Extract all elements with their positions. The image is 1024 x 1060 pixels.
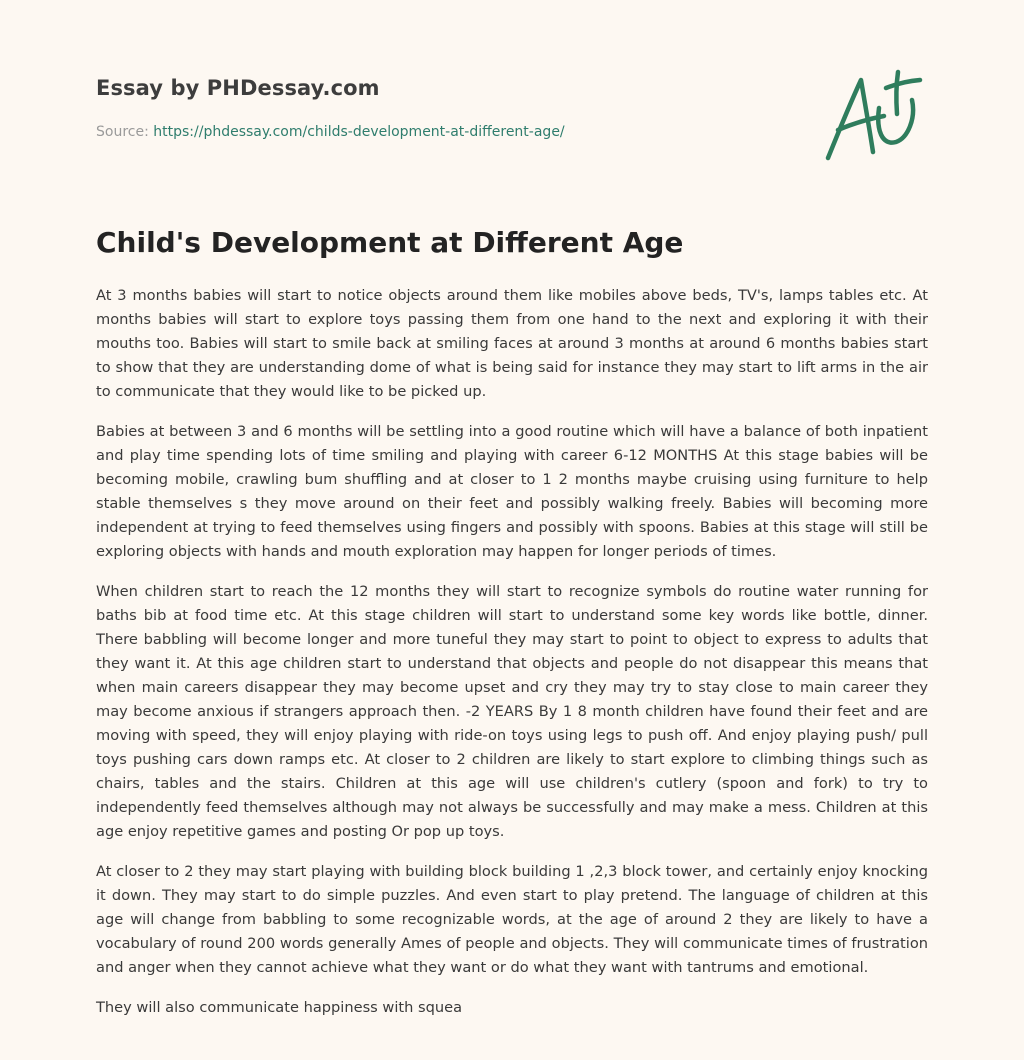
essay-paragraph-2: Babies at between 3 and 6 months will be settling into a good routine which will have a balance of both inpatient and play time spending lots of time smiling and playing with career 6-12 MONTHS At this stage babies will be becoming mobile, crawling bum shuffling and at closer to 1 2 months maybe cruising using furniture to help stable themselves s they move around on their feet and possibly walking freely. Babies will becoming more independent at trying to feed themselves using fingers and possibly with spoons. Babies at this stage will still be exploring objects with hands and mouth exploration may happen for longer periods of times. xyxy=(96,423,928,560)
essay-paragraph-5: They will also communicate happiness with squea xyxy=(96,999,463,1016)
essay-page xyxy=(96,0,928,1060)
essay-paragraph-3: When children start to reach the 12 months they will start to recognize symbols do routine water running for baths bib at food time etc. At this stage children will start to understand some key words like bottle, dinner. There babbling will become longer and more tuneful they may start to point to object to express to adults that they want it. At this age children start to understand that objects and people do not disappear this means that when main careers disappear they may become upset and cry they may try to stay close to main career they may become anxious if strangers approach then. -2 YEARS By 1 8 month children have found their feet and are moving with speed, they will enjoy playing with ride-on toys using legs to push off. And enjoy playing push/ pull toys pushing cars down ramps etc. At closer to 2 children are likely to start explore to climbing things such as chairs, tables and the stairs. Children at this age will use children's cutlery (spoon and fork) to try to independently feed themselves although may not always be successfully and may make a mess. Children at this age enjoy repetitive games and posting Or pop up toys. xyxy=(96,583,928,840)
essay-title: Child's Development at Different Age xyxy=(96,226,684,259)
source-line xyxy=(96,124,565,140)
source-link[interactable]: https://phdessay.com/childs-development-at-different-age/ xyxy=(153,124,565,140)
source-label: Source: xyxy=(96,124,154,140)
essay-paragraph-1: At 3 months babies will start to notice objects around them like mobiles above beds, TV's, lamps tables etc. At months babies will start to explore toys passing them from one hand to the next and exploring it with their mouths too. Babies will start to smile back at smiling faces at around 3 months at around 6 months babies start to show that they are understanding dome of what is being said for instance they may start to lift arms in the air to communicate that they would like to be picked up. xyxy=(96,287,928,400)
site-brand: Essay by PHDessay.com xyxy=(96,76,380,100)
essay-body xyxy=(96,284,928,1036)
a-plus-logo-icon xyxy=(824,66,924,166)
essay-paragraph-4: At closer to 2 they may start playing with building block building 1 ,2,3 block tower, and certainly enjoy knocking it down. They may start to do simple puzzles. And even start to play pretend. The language of children at this age will change from babbling to some recognizable words, at the age of around 2 they are likely to have a vocabulary of round 200 words generally Ames of people and objects. They will communicate times of frustration and anger when they cannot achieve what they want or do what they want with tantrums and emotional. xyxy=(96,863,928,976)
